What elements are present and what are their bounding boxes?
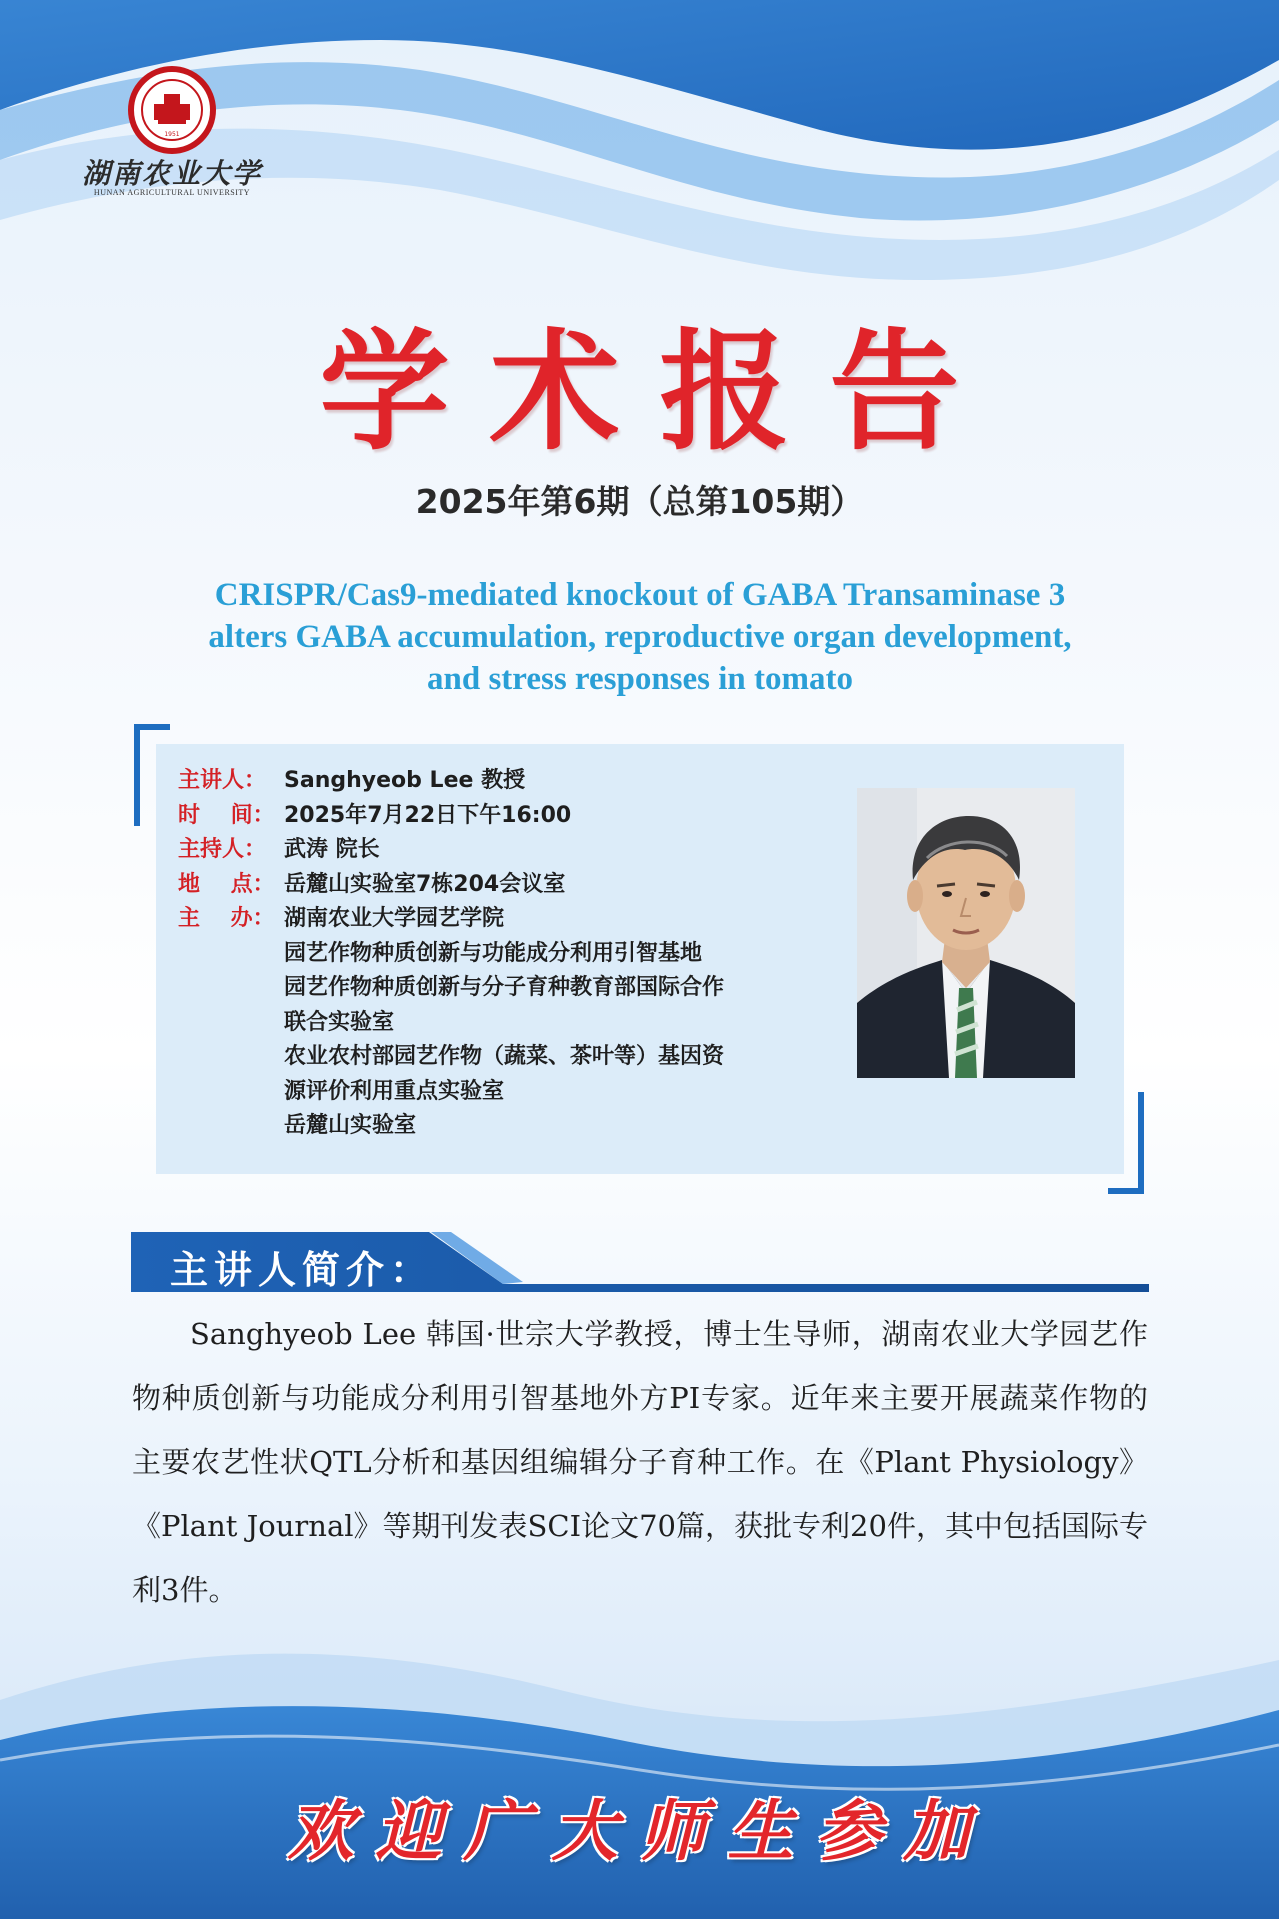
university-name-en: HUNAN AGRICULTURAL UNIVERSITY bbox=[93, 188, 251, 197]
info-row-speaker bbox=[178, 764, 858, 799]
info-row-time bbox=[178, 799, 858, 834]
section-title-speaker-bio: 主讲人简介： bbox=[170, 1248, 435, 1292]
info-value: 联合实验室 bbox=[284, 1009, 395, 1035]
talk-title bbox=[140, 574, 1140, 700]
university-logo bbox=[82, 56, 262, 206]
emblem-year: 1951 bbox=[164, 131, 180, 138]
info-label: 时 间： bbox=[178, 802, 275, 828]
info-value: Sanghyeob Lee 教授 bbox=[284, 768, 526, 793]
info-value: 湖南农业大学园艺学院 bbox=[284, 906, 505, 931]
welcome-slogan: 欢迎广大师生参加 bbox=[287, 1792, 992, 1870]
corner-bracket-top-left bbox=[134, 724, 170, 826]
event-info-list bbox=[178, 764, 858, 1144]
info-value: 武涛 院长 bbox=[284, 837, 380, 862]
talk-title-line: and stress responses in tomato bbox=[427, 661, 853, 697]
info-row-organizer bbox=[178, 902, 858, 1144]
info-label: 主讲人： bbox=[178, 768, 267, 793]
info-row-host bbox=[178, 833, 858, 868]
info-label: 地 点： bbox=[178, 871, 275, 897]
info-value: 源评价利用重点实验室 bbox=[284, 1078, 505, 1104]
poster-title: 学术报告 bbox=[319, 315, 1000, 468]
talk-title-line: alters GABA accumulation, reproductive organ development, bbox=[208, 619, 1072, 655]
info-row-location bbox=[178, 868, 858, 903]
university-name-cn: 湖南农业大学 bbox=[82, 157, 263, 190]
info-value: 岳麓山实验室 bbox=[284, 1113, 417, 1138]
info-value: 园艺作物种质创新与功能成分利用引智基地 bbox=[284, 940, 703, 966]
speaker-bio: Sanghyeob Lee 韩国·世宗大学教授，博士生导师，湖南农业大学园艺作物种质创新与功能成分利用引智基地外方PI专家。近年来主要开展蔬菜作物的主要农艺性状QTL分析和基因组编辑分子育种工作。在《Plant Physiology》《Plant Journal》等期刊发表SCI论文70篇，获批专利20件，其中包括国际专利3件。 bbox=[132, 1317, 1148, 1607]
info-label: 主持人： bbox=[178, 837, 267, 862]
info-value: 园艺作物种质创新与分子育种教育部国际合作 bbox=[284, 975, 725, 1000]
info-value: 农业农村部园艺作物（蔬菜、茶叶等）基因资 bbox=[284, 1044, 725, 1069]
info-value: 岳麓山实验室7栋204会议室 bbox=[284, 871, 566, 897]
talk-title-line: CRISPR/Cas9-mediated knockout of GABA Transaminase 3 bbox=[214, 577, 1066, 613]
speaker-portrait-icon bbox=[857, 788, 1075, 1078]
corner-bracket-bottom-right bbox=[1108, 1092, 1144, 1194]
university-emblem-icon bbox=[120, 66, 224, 154]
info-value: 2025年7月22日下午16:00 bbox=[284, 802, 572, 828]
speaker-photo bbox=[857, 788, 1075, 1078]
info-label: 主 办： bbox=[178, 906, 275, 931]
issue-number: 2025年第6期（总第105期） bbox=[415, 482, 864, 521]
